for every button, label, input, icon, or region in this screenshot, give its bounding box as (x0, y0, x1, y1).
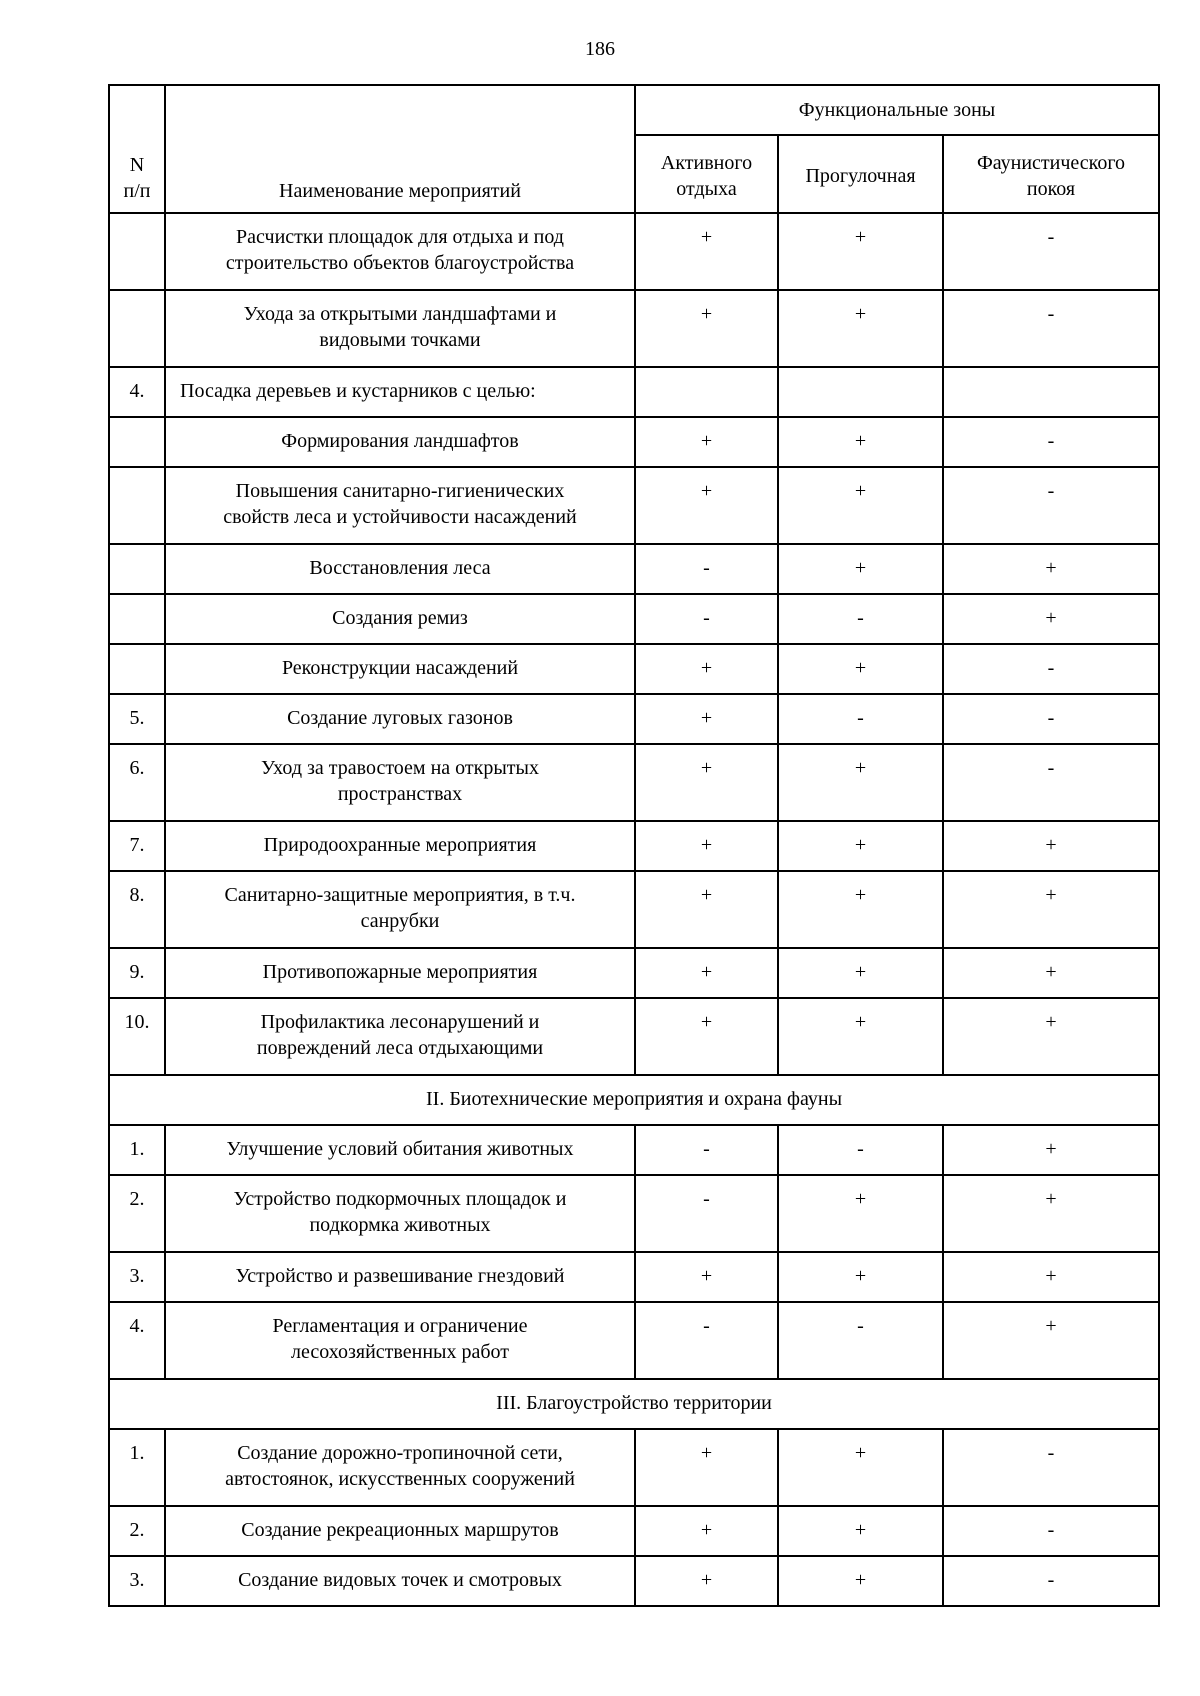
row-number: 7. (109, 821, 165, 871)
table-row (109, 367, 1159, 417)
mark-active-rest: + (635, 290, 778, 367)
col-header-name (165, 85, 635, 213)
measure-name: Улучшение условий обитания животных (165, 1125, 635, 1175)
table-row (109, 467, 1159, 544)
table-row (109, 213, 1159, 290)
row-number (109, 213, 165, 290)
measure-name: Природоохранные мероприятия (165, 821, 635, 871)
measure-name: Уход за травостоем на открытых пространствах (165, 744, 635, 821)
mark-active-rest: + (635, 948, 778, 998)
mark-active-rest: + (635, 417, 778, 467)
mark-fauna-rest: - (943, 213, 1159, 290)
row-number: 2. (109, 1175, 165, 1252)
mark-fauna-rest: + (943, 948, 1159, 998)
col-header-number (109, 85, 165, 213)
row-number: 9. (109, 948, 165, 998)
mark-active-rest: - (635, 1175, 778, 1252)
measure-name: Создания ремиз (165, 594, 635, 644)
col-header-fauna-rest (943, 135, 1159, 213)
mark-walking: - (778, 694, 943, 744)
row-number (109, 644, 165, 694)
mark-fauna-rest: - (943, 644, 1159, 694)
section-row (109, 1379, 1159, 1429)
measure-name: Ухода за открытыми ландшафтами и видовыми точками (165, 290, 635, 367)
table-row (109, 821, 1159, 871)
section-row (109, 1075, 1159, 1125)
row-number (109, 290, 165, 367)
mark-fauna-rest: - (943, 694, 1159, 744)
mark-walking: + (778, 744, 943, 821)
mark-active-rest: + (635, 871, 778, 948)
row-number: 10. (109, 998, 165, 1075)
mark-active-rest: - (635, 594, 778, 644)
row-number (109, 594, 165, 644)
measure-name: Устройство подкормочных площадок и подкормка животных (165, 1175, 635, 1252)
row-number (109, 467, 165, 544)
row-number: 1. (109, 1429, 165, 1506)
table-row (109, 594, 1159, 644)
mark-fauna-rest: + (943, 544, 1159, 594)
table-row (109, 744, 1159, 821)
mark-fauna-rest: - (943, 1506, 1159, 1556)
mark-walking: + (778, 998, 943, 1075)
table-row (109, 1556, 1159, 1606)
mark-walking: + (778, 821, 943, 871)
table-row (109, 1302, 1159, 1379)
mark-fauna-rest: - (943, 1556, 1159, 1606)
measure-name: Расчистки площадок для отдыха и под строительство объектов благоустройства (165, 213, 635, 290)
mark-fauna-rest: + (943, 1302, 1159, 1379)
table-row (109, 694, 1159, 744)
table-row (109, 544, 1159, 594)
row-number (109, 417, 165, 467)
measure-name: Противопожарные мероприятия (165, 948, 635, 998)
mark-walking: + (778, 1175, 943, 1252)
measure-name: Формирования ландшафтов (165, 417, 635, 467)
mark-walking: + (778, 1252, 943, 1302)
mark-fauna-rest: - (943, 417, 1159, 467)
table-row (109, 1175, 1159, 1252)
measure-name: Устройство и развешивание гнездовий (165, 1252, 635, 1302)
row-number: 1. (109, 1125, 165, 1175)
row-number: 5. (109, 694, 165, 744)
mark-fauna-rest: + (943, 594, 1159, 644)
measure-name: Повышения санитарно-гигиенических свойств леса и устойчивости насаждений (165, 467, 635, 544)
mark-walking: + (778, 467, 943, 544)
row-number: 4. (109, 367, 165, 417)
row-number: 4. (109, 1302, 165, 1379)
measure-name: Реконструкции насаждений (165, 644, 635, 694)
table-row (109, 871, 1159, 948)
mark-active-rest: - (635, 1125, 778, 1175)
mark-walking: + (778, 213, 943, 290)
mark-active-rest: + (635, 998, 778, 1075)
mark-fauna-rest: + (943, 1175, 1159, 1252)
mark-fauna-rest (943, 367, 1159, 417)
mark-active-rest: + (635, 821, 778, 871)
table-row (109, 1429, 1159, 1506)
mark-active-rest: + (635, 467, 778, 544)
mark-walking: - (778, 594, 943, 644)
mark-walking: + (778, 1429, 943, 1506)
mark-active-rest: + (635, 694, 778, 744)
col-header-zones (635, 85, 1159, 135)
measure-name: Посадка деревьев и кустарников с целью: (165, 367, 635, 417)
row-number (109, 544, 165, 594)
col-header-walking (778, 135, 943, 213)
measures-table (108, 84, 1160, 1607)
row-number: 8. (109, 871, 165, 948)
row-number: 3. (109, 1556, 165, 1606)
mark-walking: + (778, 948, 943, 998)
mark-active-rest: + (635, 213, 778, 290)
section-title: III. Благоустройство территории (109, 1379, 1159, 1429)
mark-active-rest: + (635, 644, 778, 694)
mark-walking: + (778, 417, 943, 467)
table-row (109, 1252, 1159, 1302)
col-header-name-text: Наименование мероприятий (279, 180, 521, 202)
row-number: 3. (109, 1252, 165, 1302)
table-row (109, 1506, 1159, 1556)
measure-name: Профилактика лесонарушений и повреждений леса отдыхающими (165, 998, 635, 1075)
measure-name: Восстановления леса (165, 544, 635, 594)
mark-walking: - (778, 1302, 943, 1379)
mark-walking: + (778, 1506, 943, 1556)
table-body (109, 213, 1159, 1606)
table-row (109, 948, 1159, 998)
row-number: 6. (109, 744, 165, 821)
mark-walking: + (778, 544, 943, 594)
mark-fauna-rest: - (943, 467, 1159, 544)
mark-active-rest: + (635, 744, 778, 821)
table-header (109, 85, 1159, 213)
mark-active-rest: + (635, 1429, 778, 1506)
mark-fauna-rest: - (943, 744, 1159, 821)
row-number: 2. (109, 1506, 165, 1556)
col-header-active-rest-text: Активного отдыха (660, 152, 753, 200)
table-row (109, 290, 1159, 367)
mark-active-rest: + (635, 1556, 778, 1606)
measure-name: Создание дорожно-тропиночной сети, автостоянок, искусственных сооружений (165, 1429, 635, 1506)
mark-walking: + (778, 290, 943, 367)
table-row (109, 417, 1159, 467)
measure-name: Создание рекреационных маршрутов (165, 1506, 635, 1556)
mark-walking: + (778, 871, 943, 948)
mark-walking: - (778, 1125, 943, 1175)
mark-fauna-rest: + (943, 1252, 1159, 1302)
mark-active-rest: - (635, 544, 778, 594)
mark-fauna-rest: - (943, 290, 1159, 367)
col-header-walking-text: Прогулочная (805, 165, 916, 187)
measure-name: Регламентация и ограничение лесохозяйственных работ (165, 1302, 635, 1379)
page-number: 186 (585, 38, 615, 60)
col-header-fauna-rest-text: Фаунистического покоя (976, 152, 1126, 200)
mark-walking: + (778, 1556, 943, 1606)
mark-active-rest (635, 367, 778, 417)
mark-walking: + (778, 644, 943, 694)
measure-name: Санитарно-защитные мероприятия, в т.ч. санрубки (165, 871, 635, 948)
col-header-number-text: N п/п (123, 154, 151, 202)
section-title: II. Биотехнические мероприятия и охрана фауны (109, 1075, 1159, 1125)
measure-name: Создание луговых газонов (165, 694, 635, 744)
mark-fauna-rest: + (943, 998, 1159, 1075)
table-row (109, 1125, 1159, 1175)
mark-active-rest: + (635, 1506, 778, 1556)
mark-walking (778, 367, 943, 417)
table-row (109, 998, 1159, 1075)
measure-name: Создание видовых точек и смотровых (165, 1556, 635, 1606)
mark-fauna-rest: - (943, 1429, 1159, 1506)
mark-fauna-rest: + (943, 871, 1159, 948)
mark-fauna-rest: + (943, 821, 1159, 871)
col-header-zones-text: Функциональные зоны (798, 99, 996, 121)
mark-active-rest: - (635, 1302, 778, 1379)
col-header-active-rest (635, 135, 778, 213)
mark-fauna-rest: + (943, 1125, 1159, 1175)
table-row (109, 644, 1159, 694)
mark-active-rest: + (635, 1252, 778, 1302)
